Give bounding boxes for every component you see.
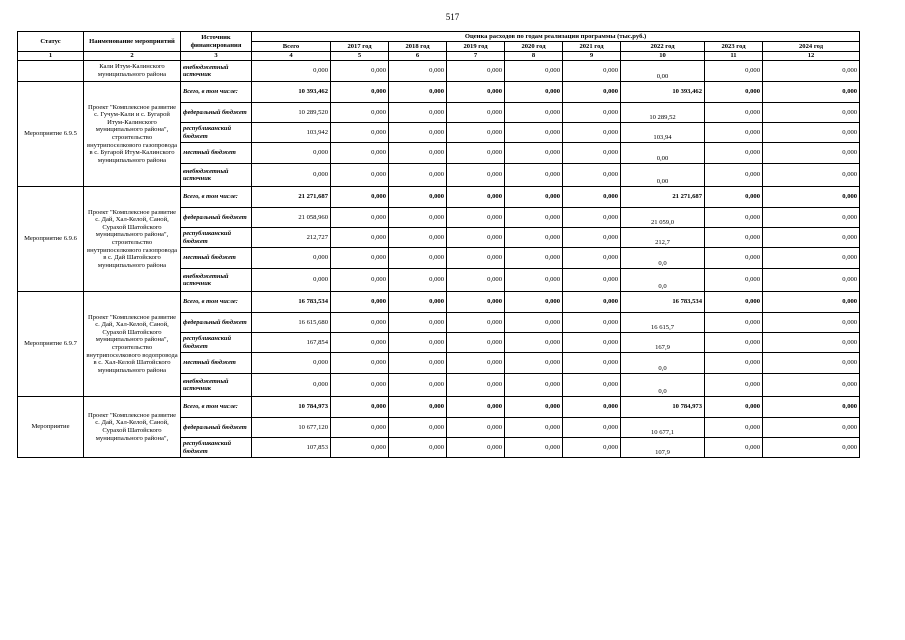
value-cell: 0,000 xyxy=(563,397,621,418)
value-cell: 0,000 xyxy=(331,228,389,248)
activity-name: Проект "Комплексное развитие с. Дай, Хал-Келой, Саной, Сурахой Шатойского муниципального района", xyxy=(84,397,181,458)
status-cell: Мероприятие 6.9.6 xyxy=(18,187,84,292)
value-cell: 0,000 xyxy=(563,353,621,374)
value-cell: 0,000 xyxy=(447,418,505,438)
value-cell: 0,000 xyxy=(389,353,447,374)
value-cell: 167,9 xyxy=(621,333,705,353)
value-cell: 0,000 xyxy=(763,313,860,333)
funding-source: республиканский бюджет xyxy=(181,438,252,458)
value-cell: 0,000 xyxy=(447,82,505,103)
value-cell: 0,000 xyxy=(763,397,860,418)
value-cell: 0,000 xyxy=(505,418,563,438)
value-cell: 0,000 xyxy=(505,123,563,143)
value-cell: 0,000 xyxy=(705,103,763,123)
funding-source: республиканский бюджет xyxy=(181,123,252,143)
value-cell: 0,000 xyxy=(505,353,563,374)
value-cell: 10 784,973 xyxy=(621,397,705,418)
column-number: 11 xyxy=(705,52,763,61)
header-year: 2017 год xyxy=(331,42,389,52)
value-cell: 10 393,462 xyxy=(252,82,331,103)
value-cell: 0,000 xyxy=(331,187,389,208)
value-cell: 0,000 xyxy=(563,208,621,228)
column-number: 12 xyxy=(763,52,860,61)
page-number: 517 xyxy=(445,12,460,22)
value-cell: 10 784,973 xyxy=(252,397,331,418)
value-cell: 0,000 xyxy=(447,187,505,208)
value-cell: 0,000 xyxy=(763,103,860,123)
value-cell: 0,000 xyxy=(763,164,860,187)
value-cell: 0,000 xyxy=(705,82,763,103)
column-number: 8 xyxy=(505,52,563,61)
value-cell: 0,000 xyxy=(505,208,563,228)
value-cell: 0,000 xyxy=(252,248,331,269)
funding-source: внебюджетный источник xyxy=(181,374,252,397)
value-cell: 0,000 xyxy=(763,333,860,353)
value-cell: 0,000 xyxy=(389,103,447,123)
value-cell: 0,000 xyxy=(563,82,621,103)
value-cell: 0,000 xyxy=(763,418,860,438)
value-cell: 0,000 xyxy=(389,313,447,333)
value-cell: 0,000 xyxy=(447,164,505,187)
value-cell: 0,000 xyxy=(505,374,563,397)
table-row xyxy=(18,82,860,103)
value-cell: 0,000 xyxy=(705,228,763,248)
value-cell: 0,000 xyxy=(563,187,621,208)
value-cell: 103,94 xyxy=(621,123,705,143)
value-cell: 0,000 xyxy=(705,397,763,418)
value-cell: 0,000 xyxy=(763,438,860,458)
value-cell: 0,000 xyxy=(331,333,389,353)
value-cell: 0,000 xyxy=(389,292,447,313)
value-cell: 0,000 xyxy=(389,269,447,292)
value-cell: 0,000 xyxy=(705,123,763,143)
value-cell: 0,000 xyxy=(447,228,505,248)
header-year: 2021 год xyxy=(563,42,621,52)
value-cell: 0,000 xyxy=(447,143,505,164)
value-cell: 0,000 xyxy=(505,333,563,353)
value-cell: 0,000 xyxy=(563,61,621,82)
value-cell: 0,000 xyxy=(389,374,447,397)
value-cell: 0,000 xyxy=(505,228,563,248)
value-cell: 0,000 xyxy=(389,228,447,248)
header-source: Источник финансирования xyxy=(181,32,252,52)
funding-source: федеральный бюджет xyxy=(181,313,252,333)
value-cell: 0,000 xyxy=(505,103,563,123)
column-number: 10 xyxy=(621,52,705,61)
table-row xyxy=(18,61,860,82)
funding-source: внебюджетный источник xyxy=(181,61,252,82)
column-number: 5 xyxy=(331,52,389,61)
value-cell: 0,000 xyxy=(505,82,563,103)
value-cell: 0,000 xyxy=(331,248,389,269)
value-cell: 0,000 xyxy=(505,438,563,458)
value-cell: 0,000 xyxy=(563,248,621,269)
funding-source: местный бюджет xyxy=(181,143,252,164)
status-cell: Мероприятие xyxy=(18,397,84,458)
value-cell: 0,0 xyxy=(621,269,705,292)
value-cell: 10 677,1 xyxy=(621,418,705,438)
value-cell: 0,000 xyxy=(563,333,621,353)
value-cell: 0,000 xyxy=(705,292,763,313)
value-cell: 16 615,7 xyxy=(621,313,705,333)
value-cell: 0,000 xyxy=(763,123,860,143)
value-cell: 0,000 xyxy=(447,313,505,333)
value-cell: 0,000 xyxy=(331,353,389,374)
value-cell: 0,000 xyxy=(252,374,331,397)
value-cell: 0,000 xyxy=(447,269,505,292)
value-cell: 21 059,0 xyxy=(621,208,705,228)
value-cell: 16 615,680 xyxy=(252,313,331,333)
value-cell: 0,000 xyxy=(563,292,621,313)
value-cell: 0,000 xyxy=(563,418,621,438)
value-cell: 0,000 xyxy=(447,61,505,82)
column-number: 1 xyxy=(18,52,84,61)
value-cell: 0,000 xyxy=(705,313,763,333)
value-cell: 0,000 xyxy=(705,61,763,82)
value-cell: 0,000 xyxy=(763,208,860,228)
value-cell: 0,000 xyxy=(705,208,763,228)
funding-source: внебюджетный источник xyxy=(181,164,252,187)
value-cell: 0,000 xyxy=(563,374,621,397)
value-cell: 0,000 xyxy=(705,248,763,269)
value-cell: 103,942 xyxy=(252,123,331,143)
value-cell: 0,000 xyxy=(389,333,447,353)
column-number: 3 xyxy=(181,52,252,61)
value-cell: 0,000 xyxy=(331,103,389,123)
value-cell: 0,000 xyxy=(331,397,389,418)
value-cell: 0,000 xyxy=(563,123,621,143)
value-cell: 0,000 xyxy=(252,353,331,374)
value-cell: 0,000 xyxy=(505,269,563,292)
value-cell: 0,000 xyxy=(563,269,621,292)
value-cell: 0,000 xyxy=(331,313,389,333)
value-cell: 0,000 xyxy=(505,292,563,313)
table-header xyxy=(18,32,860,61)
value-cell: 0,000 xyxy=(331,82,389,103)
value-cell: 0,000 xyxy=(705,333,763,353)
value-cell: 0,000 xyxy=(389,418,447,438)
value-cell: 21 271,687 xyxy=(252,187,331,208)
value-cell: 0,000 xyxy=(331,269,389,292)
value-cell: 0,000 xyxy=(705,438,763,458)
value-cell: 212,7 xyxy=(621,228,705,248)
funding-source: федеральный бюджет xyxy=(181,418,252,438)
value-cell: 0,000 xyxy=(505,397,563,418)
value-cell: 10 393,462 xyxy=(621,82,705,103)
activity-name: Кали Итум-Калинского муниципального района xyxy=(84,61,181,82)
value-cell: 0,000 xyxy=(331,374,389,397)
value-cell: 0,000 xyxy=(505,61,563,82)
table-row xyxy=(18,397,860,418)
value-cell: 0,000 xyxy=(763,374,860,397)
activity-name: Проект "Комплексное развитие с. Дай, Хал-Келой, Саной, Сурахой Шатойского муниципального района", строительство внутрипоселкового газопровода в с. Дай Шатойского муниципального района xyxy=(84,187,181,292)
header-total: Всего xyxy=(252,42,331,52)
value-cell: 0,000 xyxy=(447,103,505,123)
column-number: 7 xyxy=(447,52,505,61)
status-cell: Мероприятие 6.9.5 xyxy=(18,82,84,187)
value-cell: 0,000 xyxy=(447,333,505,353)
value-cell: 0,000 xyxy=(705,143,763,164)
value-cell: 0,000 xyxy=(389,61,447,82)
value-cell: 0,000 xyxy=(331,164,389,187)
value-cell: 0,000 xyxy=(389,164,447,187)
value-cell: 0,000 xyxy=(505,164,563,187)
value-cell: 0,000 xyxy=(447,123,505,143)
value-cell: 0,000 xyxy=(705,164,763,187)
value-cell: 0,000 xyxy=(389,123,447,143)
value-cell: 0,00 xyxy=(621,61,705,82)
value-cell: 0,000 xyxy=(563,228,621,248)
value-cell: 0,000 xyxy=(705,353,763,374)
value-cell: 0,000 xyxy=(331,208,389,228)
value-cell: 21 058,960 xyxy=(252,208,331,228)
header-year: 2022 год xyxy=(621,42,705,52)
value-cell: 10 677,120 xyxy=(252,418,331,438)
value-cell: 0,000 xyxy=(331,438,389,458)
value-cell: 21 271,687 xyxy=(621,187,705,208)
value-cell: 0,000 xyxy=(252,164,331,187)
funding-source: местный бюджет xyxy=(181,353,252,374)
value-cell: 0,000 xyxy=(389,248,447,269)
value-cell: 107,9 xyxy=(621,438,705,458)
value-cell: 107,853 xyxy=(252,438,331,458)
value-cell: 0,000 xyxy=(505,143,563,164)
value-cell: 0,000 xyxy=(389,187,447,208)
value-cell: 0,000 xyxy=(763,269,860,292)
value-cell: 0,000 xyxy=(389,397,447,418)
header-year: 2024 год xyxy=(763,42,860,52)
value-cell: 0,00 xyxy=(621,143,705,164)
value-cell: 0,000 xyxy=(447,374,505,397)
value-cell: 0,000 xyxy=(763,353,860,374)
funding-source: Всего, в том числе: xyxy=(181,292,252,313)
column-number: 9 xyxy=(563,52,621,61)
value-cell: 0,000 xyxy=(763,228,860,248)
value-cell: 0,000 xyxy=(705,418,763,438)
value-cell: 0,000 xyxy=(389,438,447,458)
value-cell: 0,0 xyxy=(621,353,705,374)
funding-source: республиканский бюджет xyxy=(181,228,252,248)
funding-source: Всего, в том числе: xyxy=(181,187,252,208)
value-cell: 0,000 xyxy=(447,208,505,228)
status-cell: Мероприятие 6.9.7 xyxy=(18,292,84,397)
value-cell: 0,000 xyxy=(505,187,563,208)
value-cell: 0,000 xyxy=(447,353,505,374)
value-cell: 0,000 xyxy=(331,123,389,143)
value-cell: 0,000 xyxy=(763,187,860,208)
value-cell: 0,000 xyxy=(331,418,389,438)
value-cell: 0,00 xyxy=(621,164,705,187)
value-cell: 0,000 xyxy=(447,397,505,418)
funding-source: федеральный бюджет xyxy=(181,208,252,228)
value-cell: 0,000 xyxy=(505,313,563,333)
value-cell: 0,000 xyxy=(563,313,621,333)
value-cell: 0,000 xyxy=(331,292,389,313)
value-cell: 212,727 xyxy=(252,228,331,248)
value-cell: 0,000 xyxy=(705,269,763,292)
column-number: 6 xyxy=(389,52,447,61)
column-number: 4 xyxy=(252,52,331,61)
header-year: 2018 год xyxy=(389,42,447,52)
funding-source: Всего, в том числе: xyxy=(181,397,252,418)
funding-source: внебюджетный источник xyxy=(181,269,252,292)
funding-source: Всего, в том числе: xyxy=(181,82,252,103)
value-cell: 0,000 xyxy=(252,143,331,164)
header-estimate: Оценка расходов по годам реализации программы (тыс.руб.) xyxy=(252,32,860,42)
funding-source: местный бюджет xyxy=(181,248,252,269)
value-cell: 0,000 xyxy=(563,103,621,123)
funding-source: федеральный бюджет xyxy=(181,103,252,123)
value-cell: 0,000 xyxy=(705,374,763,397)
value-cell: 0,000 xyxy=(447,248,505,269)
value-cell: 16 783,534 xyxy=(621,292,705,313)
header-year: 2020 год xyxy=(505,42,563,52)
status-cell xyxy=(18,61,84,82)
value-cell: 0,000 xyxy=(763,61,860,82)
value-cell: 10 289,520 xyxy=(252,103,331,123)
value-cell: 0,000 xyxy=(389,82,447,103)
value-cell: 0,000 xyxy=(563,143,621,164)
value-cell: 0,0 xyxy=(621,374,705,397)
value-cell: 0,000 xyxy=(705,187,763,208)
value-cell: 0,000 xyxy=(252,61,331,82)
value-cell: 167,854 xyxy=(252,333,331,353)
value-cell: 0,000 xyxy=(763,82,860,103)
value-cell: 0,000 xyxy=(389,208,447,228)
value-cell: 0,000 xyxy=(563,164,621,187)
value-cell: 0,000 xyxy=(331,143,389,164)
value-cell: 0,000 xyxy=(763,248,860,269)
table-body xyxy=(18,61,860,458)
activity-name: Проект "Комплексное развитие с. Дай, Хал-Келой, Саной, Сурахой Шатойского муниципального района", строительство внутрипоселкового водопровода в с. Хал-Келой Шатойского муниципального района xyxy=(84,292,181,397)
value-cell: 0,000 xyxy=(447,292,505,313)
value-cell: 0,000 xyxy=(763,292,860,313)
value-cell: 0,000 xyxy=(563,438,621,458)
value-cell: 0,000 xyxy=(447,438,505,458)
header-status: Статус xyxy=(18,32,84,52)
budget-table xyxy=(17,31,860,458)
column-number-row xyxy=(18,52,860,61)
value-cell: 0,0 xyxy=(621,248,705,269)
value-cell: 0,000 xyxy=(505,248,563,269)
funding-source: республиканский бюджет xyxy=(181,333,252,353)
column-number: 2 xyxy=(84,52,181,61)
header-year: 2019 год xyxy=(447,42,505,52)
activity-name: Проект "Комплексное развитие с. Гучум-Кали и с. Бугарой Итум-Калинского муниципального района", строительство внутрипоселкового газопровода в с. Бугарой Итум-Калинского муниципального района xyxy=(84,82,181,187)
value-cell: 10 289,52 xyxy=(621,103,705,123)
value-cell: 16 783,534 xyxy=(252,292,331,313)
value-cell: 0,000 xyxy=(252,269,331,292)
value-cell: 0,000 xyxy=(389,143,447,164)
value-cell: 0,000 xyxy=(763,143,860,164)
table-row xyxy=(18,292,860,313)
table-row xyxy=(18,187,860,208)
header-year: 2023 год xyxy=(705,42,763,52)
value-cell: 0,000 xyxy=(331,61,389,82)
header-name: Наименование мероприятий xyxy=(84,32,181,52)
